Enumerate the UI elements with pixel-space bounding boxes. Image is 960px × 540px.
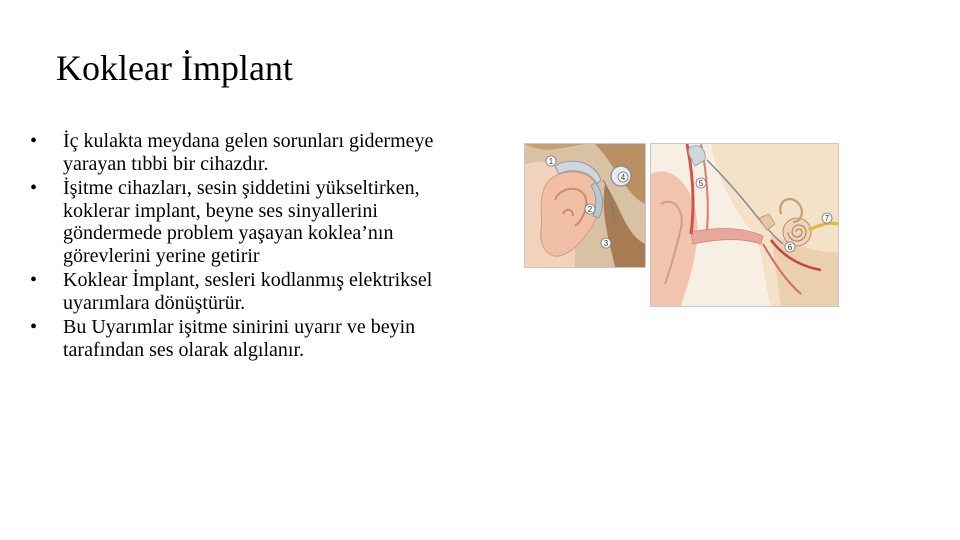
bullet-text: İç kulakta meydana gelen sorunları gidermeye yarayan tıbbi bir cihazdır. <box>63 130 434 175</box>
ear-implant-illustration <box>524 143 646 268</box>
svg-text:6: 6 <box>787 243 793 252</box>
ear-cross-section-svg <box>651 144 838 306</box>
bullet-text: Koklear İmplant, sesleri kodlanmış elektriksel uyarımlara dönüştürür. <box>63 269 433 314</box>
bullet-dot: • <box>30 177 38 199</box>
label-marker <box>601 238 611 248</box>
label-marker <box>785 242 795 252</box>
label-marker <box>618 172 628 182</box>
label-marker <box>696 178 706 188</box>
bullet-dot: • <box>30 316 38 338</box>
bullet-dot: • <box>30 269 38 291</box>
label-marker <box>585 204 595 214</box>
bullet-text: Bu Uyarımlar işitme sinirini uyarır ve beyin tarafından ses olarak algılanır. <box>63 316 416 361</box>
bullet-text: İşitme cihazları, sesin şiddetini yükseltirken, koklerar implant, beyne ses sinyallerini göndermede problem yaşayan koklea’nın görevlerini yerine getirir <box>63 177 420 267</box>
bullet-item <box>30 269 440 314</box>
ear-cross-section-illustration <box>650 143 839 307</box>
ear-implant-svg <box>525 144 645 267</box>
bullet-item <box>30 177 440 267</box>
svg-text:4: 4 <box>620 173 626 182</box>
svg-text:2: 2 <box>587 205 593 214</box>
svg-text:7: 7 <box>824 214 830 223</box>
svg-text:1: 1 <box>548 157 554 166</box>
label-marker <box>822 213 832 223</box>
svg-text:5: 5 <box>698 179 704 188</box>
bullet-dot: • <box>30 130 38 152</box>
svg-text:3: 3 <box>603 239 609 248</box>
bullet-list <box>30 130 440 363</box>
bullet-item <box>30 130 440 175</box>
bullet-item <box>30 316 440 361</box>
label-marker <box>546 156 556 166</box>
slide-title: Koklear İmplant <box>56 48 293 88</box>
